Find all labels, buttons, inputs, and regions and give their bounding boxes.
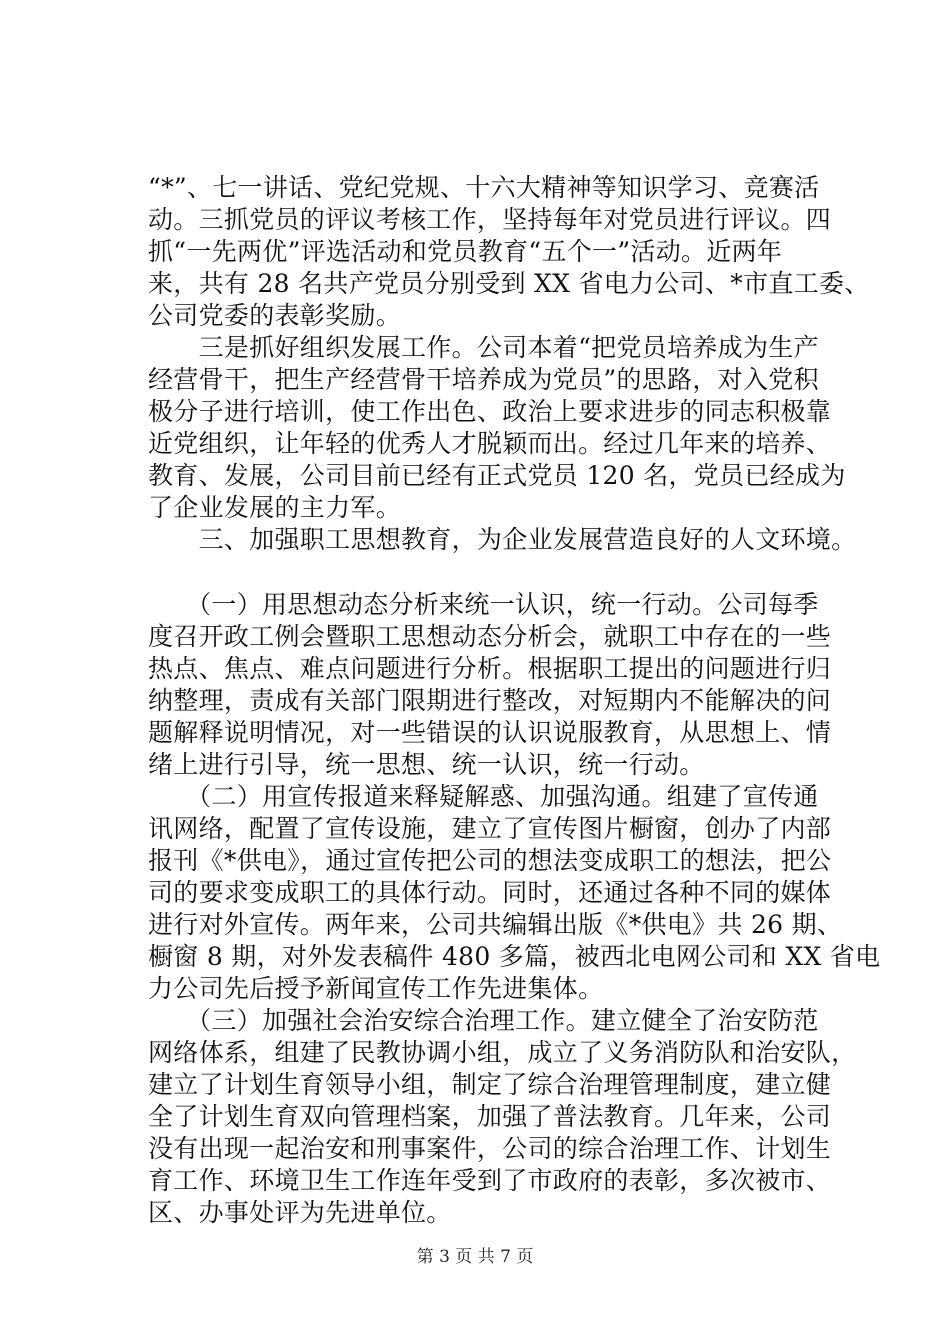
text-line: 教育、发展，公司目前已经有正式党员 120 名，党员已经成为 [148,461,846,490]
text-line: （三）加强社会治安综合治理工作。建立健全了治安防范 [148,1006,819,1035]
text-line: 建立了计划生育领导小组，制定了综合治理管理制度，建立健 [148,1070,832,1099]
text-block-1 [148,172,870,556]
text-line: 公司党委的表彰奖励。 [148,301,402,330]
text-line: 极分子进行培训，使工作出色、政治上要求进步的同志积极靠 [148,397,832,426]
text-line: “*”、七一讲话、党纪党规、十六大精神等知识学习、竞赛活 [148,173,820,202]
text-line: 来，共有 28 名共产党员分别受到 XX 省电力公司、*市直工委、 [148,269,870,298]
section-heading: 三、加强职工思想教育，为企业发展营造良好的人文环境。 [148,525,857,554]
text-block-2 [148,589,881,1229]
text-line: 纳整理，责成有关部门限期进行整改，对短期内不能解决的问 [148,686,832,715]
text-line: 全了计划生育双向管理档案，加强了普法教育。几年来，公司 [148,1102,832,1131]
text-line: 动。三抓党员的评议考核工作，坚持每年对党员进行评议。四 [148,205,832,234]
text-line: 网络体系，组建了民教协调小组，成立了义务消防队和治安队， [148,1038,857,1067]
text-line: 热点、焦点、难点问题进行分析。根据职工提出的问题进行归 [148,654,832,683]
text-line: 题解释说明情况，对一些错误的认识说服教育，从思想上、情 [148,718,832,747]
text-line: （一）用思想动态分析来统一认识，统一行动。公司每季 [148,590,819,619]
paragraph-gap [148,556,858,589]
text-line: 讯网络，配置了宣传设施，建立了宣传图片橱窗，创办了内部 [148,814,832,843]
text-line: 进行对外宣传。两年来，公司共编辑出版《*供电》共 26 期、 [148,910,843,939]
text-line: 力公司先后授予新闻宣传工作先进集体。 [148,974,604,1003]
text-line: 绪上进行引导，统一思想、统一认识，统一行动。 [148,750,705,779]
text-line: 司的要求变成职工的具体行动。同时，还通过各种不同的媒体 [148,878,832,907]
text-line: 报刊《*供电》，通过宣传把公司的想法变成职工的想法，把公 [148,846,832,875]
text-line: 没有出现一起治安和刑事案件，公司的综合治理工作、计划生 [148,1134,832,1163]
text-line: 抓“一先两优”评选活动和党员教育“五个一”活动。近两年 [148,237,783,266]
text-line: 了企业发展的主力军。 [148,493,402,522]
text-line: 三是抓好组织发展工作。公司本着“把党员培养成为生产 [148,333,819,362]
text-line: 育工作、环境卫生工作连年受到了市政府的表彰，多次被市、 [148,1166,832,1195]
text-line: 区、办事处评为先进单位。 [148,1198,452,1227]
text-line: 度召开政工例会暨职工思想动态分析会，就职工中存在的一些 [148,622,832,651]
text-line: 近党组织，让年轻的优秀人才脱颖而出。经过几年来的培养、 [148,429,832,458]
text-line: （二）用宣传报道来释疑解惑、加强沟通。组建了宣传通 [148,782,819,811]
document-body [148,172,881,1229]
text-line: 经营骨干，把生产经营骨干培养成为党员”的思路，对入党积 [148,365,819,394]
page-footer: 第 3 页 共 7 页 [416,1247,534,1267]
text-line: 橱窗 8 期，对外发表稿件 480 多篇，被西北电网公司和 XX 省电 [148,942,881,971]
